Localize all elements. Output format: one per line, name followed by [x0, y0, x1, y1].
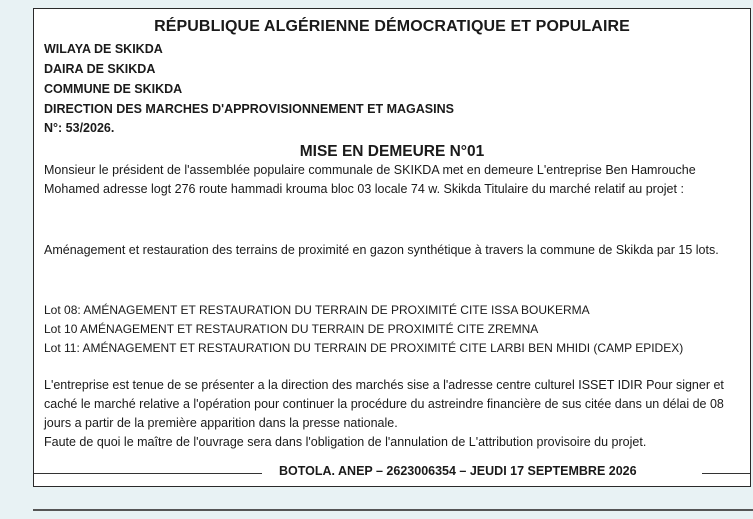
lot-item: Lot 10 AMÉNAGEMENT ET RESTAURATION DU TERRAIN DE PROXIMITÉ CITE ZREMNA — [44, 322, 539, 336]
commune-line: COMMUNE DE SKIKDA — [44, 82, 183, 96]
reference-number: N°: 53/2026. — [44, 121, 115, 135]
legal-notice — [33, 8, 751, 487]
daira-line: DAIRA DE SKIKDA — [44, 62, 156, 76]
project-paragraph: Aménagement et restauration des terrains de proximité en gazon synthétique à travers la commune de Skikda par 15 lots. — [44, 243, 719, 257]
lot-item: Lot 11: AMÉNAGEMENT ET RESTAURATION DU TERRAIN DE PROXIMITÉ CITE LARBI BEN MHIDI (CAMP EPIDEX) — [44, 341, 684, 355]
wilaya-line: WILAYA DE SKIKDA — [44, 42, 163, 56]
footer-rule-left — [34, 473, 262, 474]
page-divider — [33, 509, 753, 511]
direction-line: DIRECTION DES MARCHES D'APPROVISIONNEMENT ET MAGASINS — [44, 102, 454, 116]
notice-title: RÉPUBLIQUE ALGÉRIENNE DÉMOCRATIQUE ET POPULAIRE — [154, 18, 630, 35]
footer-rule-right — [702, 473, 750, 474]
lot-item: Lot 08: AMÉNAGEMENT ET RESTAURATION DU TERRAIN DE PROXIMITÉ CITE ISSA BOUKERMA — [44, 303, 590, 317]
penalty-paragraph: Faute de quoi le maître de l'ouvrage sera dans l'obligation de l'annulation de L'attribution provisoire du projet. — [44, 435, 647, 449]
closing-paragraph: L'entreprise est tenue de se présenter a la direction des marchés sise a l'adresse centre culturel ISSET IDIR Pour signer et caché le marché relative a l'opération pour continuer la procédure du astreindre financière de sus citée dans un délai de 08 jours a partir de la première apparition dans la presse nationale. — [44, 378, 724, 430]
intro-paragraph: Monsieur le président de l'assemblée populaire communale de SKIKDA met en demeure L'entreprise Ben Hamrouche Mohamed adresse logt 276 route hammadi krouma bloc 03 locale 74 w. Skikda Titulaire du marché relatif au projet : — [44, 163, 696, 196]
footer-publication: BOTOLA. ANEP – 2623006354 – JEUDI 17 SEPTEMBRE 2026 — [279, 464, 637, 478]
notice-subtitle: MISE EN DEMEURE N°01 — [299, 143, 485, 160]
